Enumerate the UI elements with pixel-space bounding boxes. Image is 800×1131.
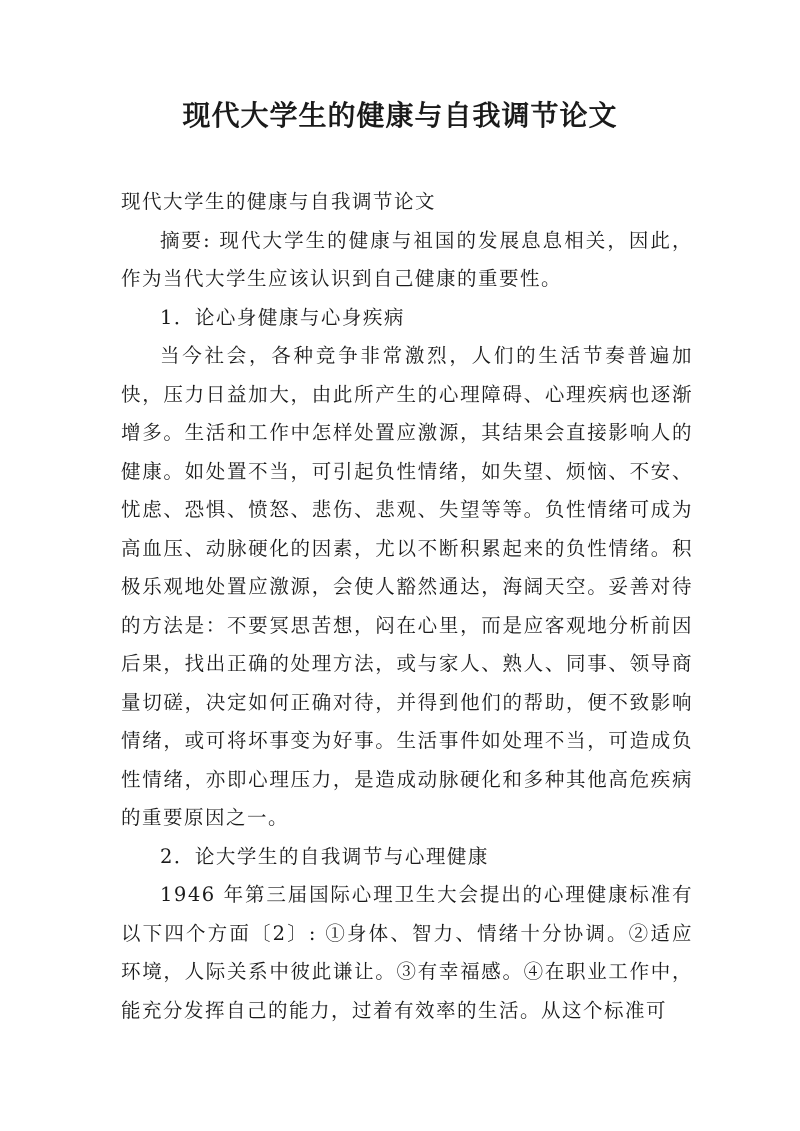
document-title: 现代大学生的健康与自我调节论文 — [182, 99, 618, 132]
document-body — [121, 183, 693, 1030]
body-paragraph-1: 当今社会，各种竞争非常激烈，人们的生活节奏普遍加快，压力日益加大，由此所产生的心理障碍、心理疾病也逐渐增多。生活和工作中怎样处置应激源，其结果会直接影响人的健康。如处置不当，可引起负性情绪，如失望、烦恼、不安、忧虑、恐惧、愤怒、悲伤、悲观、失望等等。负性情绪可成为高血压、动脉硬化的因素，尤以不断积累起来的负性情绪。积极乐观地处置应激源，会使人豁然通达，海阔天空。妥善对待的方法是：不要冥思苦想，闷在心里，而是应客观地分析前因后果，找出正确的处理方法，或与家人、熟人、同事、领导商量切磋，决定如何正确对待，并得到他们的帮助，便不致影响情绪，或可将坏事变为好事。生活事件如处理不当，可造成负性情绪，亦即心理压力，是造成动脉硬化和多种其他高危疾病的重要原因之一。 — [121, 344, 693, 829]
abstract-paragraph: 摘要: 现代大学生的健康与祖国的发展息息相关，因此，作为当代大学生应该认识到自己健康的重要性。 — [121, 228, 693, 290]
document-subtitle: 现代大学生的健康与自我调节论文 — [121, 190, 437, 213]
section-heading-2: 2．论大学生的自我调节与心理健康 — [160, 844, 489, 868]
body-paragraph-2: 1946 年第三届国际心理卫生大会提出的心理健康标准有以下四个方面〔2〕: ①身体、智力、情绪十分协调。②适应环境，人际关系中彼此谦让。③有幸福感。④在职业工作中，能充分发挥自己的能力，过着有效率的生活。从这个标准可 — [121, 883, 693, 1022]
section-heading-1: 1．论心身健康与心身疾病 — [160, 305, 405, 329]
